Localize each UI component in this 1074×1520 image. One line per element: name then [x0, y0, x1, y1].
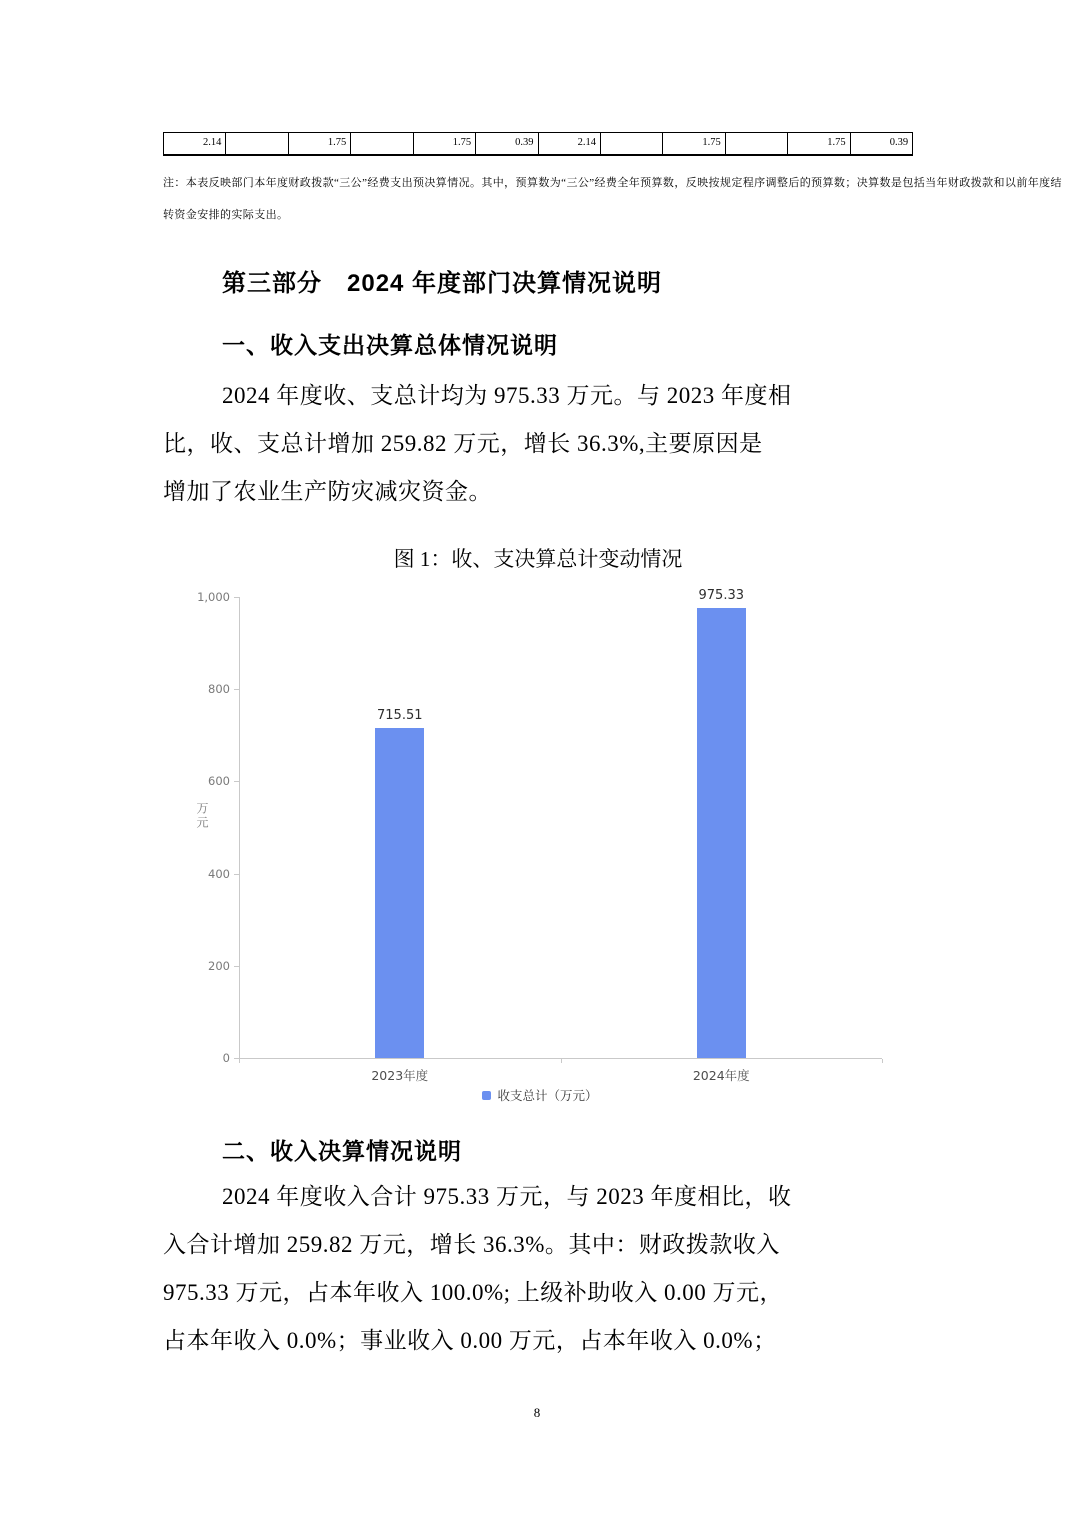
sangong-table-row	[163, 132, 913, 156]
table-cell: 1.75	[413, 133, 475, 154]
x-axis-category-label: 2024年度	[692, 1068, 750, 1083]
y-tick-label: 0	[222, 1051, 230, 1065]
table-cell: 1.75	[662, 133, 724, 154]
paragraph-line: 2024 年度收、支总计均为 975.33 万元。与 2023 年度相	[222, 383, 792, 408]
chart-bar	[375, 728, 424, 1058]
table-cell: 2.14	[203, 137, 222, 148]
table-cell: 2.14	[538, 133, 600, 154]
table-cell	[350, 133, 412, 154]
chart-legend	[180, 1086, 900, 1104]
y-tick-label: 800	[208, 682, 230, 697]
paragraph-1	[163, 372, 792, 516]
y-tick-mark	[234, 597, 239, 598]
y-tick-label: 200	[208, 958, 230, 973]
x-tick-mark	[239, 1059, 240, 1063]
section2-heading: 二、收入决算情况说明	[222, 1138, 462, 1164]
x-axis-category-label: 2023年度	[371, 1068, 429, 1083]
section1-heading: 一、收入支出决算总体情况说明	[222, 332, 558, 358]
page-number: 8	[533, 1405, 541, 1420]
paragraph-line: 占本年收入 0.0%；事业收入 0.00 万元，占本年收入 0.0%；	[163, 1328, 777, 1353]
chart-bar	[697, 608, 746, 1058]
bar-value-label: 715.51	[377, 708, 423, 724]
table-cell	[600, 133, 662, 154]
paragraph-line: 比，收、支总计增加 259.82 万元，增长 36.3%,主要原因是	[163, 431, 763, 456]
table-cell: 0.39	[850, 133, 912, 154]
y-tick-mark	[234, 781, 239, 782]
paragraph-line: 入合计增加 259.82 万元，增长 36.3%。其中：财政拨款收入	[163, 1232, 780, 1257]
figure-chart	[180, 585, 900, 1105]
table-cell: 0.39	[475, 133, 537, 154]
table-cell	[725, 133, 787, 154]
paragraph-line: 增加了农业生产防灾减灾资金。	[163, 479, 492, 504]
x-tick-mark	[882, 1059, 883, 1063]
y-tick-label: 600	[208, 774, 230, 789]
table-note-line: 注：本表反映部门本年度财政拨款“三公”经费支出预决算情况。其中，预算数为“三公”经费全年预算数，反映按规定程序调整后的预算数；决算数是包括当年财政拨款和以前年度结	[163, 177, 1062, 189]
y-axis-line	[239, 597, 240, 1058]
table-cell	[225, 133, 287, 154]
figure-title: 图 1：收、支决算总计变动情况	[393, 547, 683, 571]
x-tick-mark	[561, 1059, 562, 1063]
table-cell: 1.75	[288, 133, 350, 154]
y-tick-label: 400	[208, 866, 230, 881]
legend-marker	[482, 1091, 491, 1100]
table-cell: 1.75	[787, 133, 849, 154]
paragraph-line: 2024 年度收入合计 975.33 万元，与 2023 年度相比，收	[222, 1184, 792, 1209]
y-tick-label: 1,000	[197, 590, 230, 604]
legend-label: 收支总计（万元）	[497, 1088, 598, 1103]
paragraph-line: 975.33 万元，占本年收入 100.0%; 上级补助收入 0.00 万元，	[163, 1280, 784, 1305]
y-axis-title: 万元	[195, 801, 209, 830]
bar-value-label: 975.33	[698, 588, 744, 604]
part3-heading: 第三部分 2024 年度部门决算情况说明	[222, 270, 663, 297]
table-note-line: 转资金安排的实际支出。	[163, 209, 289, 221]
paragraph-2	[163, 1173, 792, 1365]
y-tick-mark	[234, 689, 239, 690]
y-tick-mark	[234, 966, 239, 967]
y-tick-mark	[234, 874, 239, 875]
